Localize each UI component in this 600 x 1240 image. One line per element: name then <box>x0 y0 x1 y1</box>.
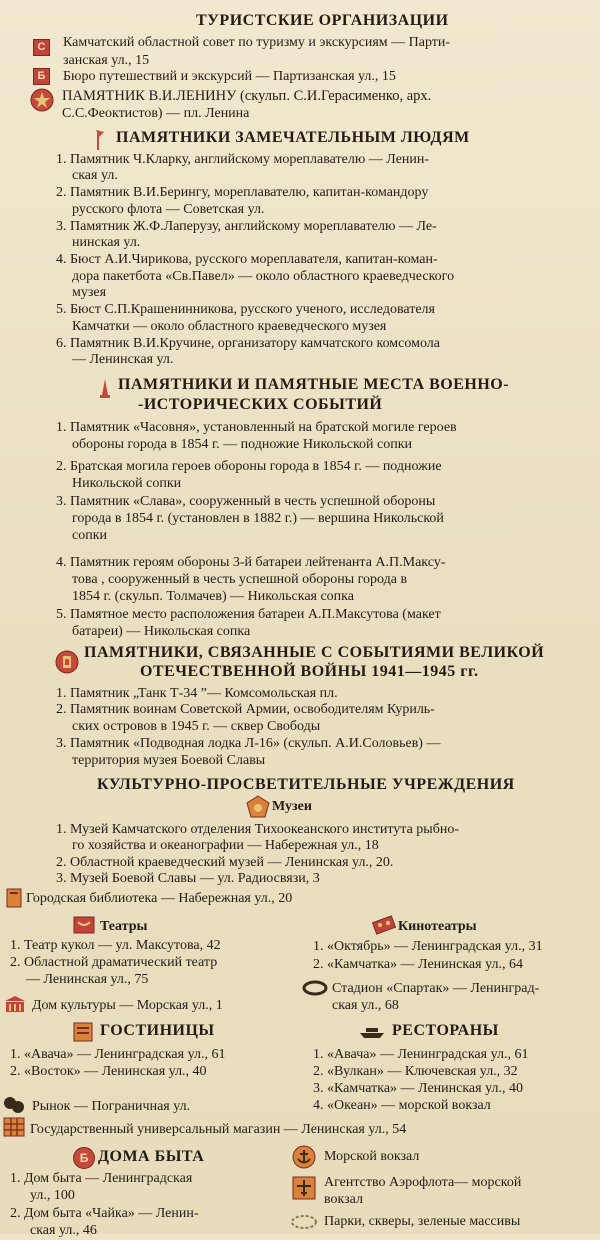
market: Рынок — Пограничная ул. <box>32 1099 191 1114</box>
ww2-line: 1. Памятник „Танк Т-34 ”— Комсомольская пл. <box>56 686 338 701</box>
flag-monument-icon <box>90 128 108 152</box>
military-line: 2. Братская могила героев обороны города в 1854 г. — подножие <box>56 459 442 474</box>
military-line: 1. Памятник «Часовня», установленный на братской могиле героев <box>56 420 457 435</box>
restaurant-line: 1. «Авача» — Ленинградская ул., 61 <box>313 1047 529 1062</box>
ww2-title: ОТЕЧЕСТВЕННОЙ ВОЙНЫ 1941—1945 гг. <box>140 663 479 680</box>
military-line: обороны города в 1854 г. — подножие Никольской сопки <box>72 437 413 452</box>
culture-house-icon <box>3 995 27 1013</box>
military-line: това , сооруженный в честь успешной обороны города в <box>72 572 408 587</box>
people-line: ская ул. <box>72 168 118 183</box>
aeroflot-icon <box>292 1176 316 1200</box>
services-line: ул., 100 <box>30 1188 75 1203</box>
ww2-line: 3. Памятник «Подводная лодка Л-16» (скульп. А.И.Соловьев) — <box>56 736 441 751</box>
obelisk-icon <box>98 378 112 398</box>
restaurant-line: 2. «Вулкан» — Ключевская ул., 32 <box>313 1064 518 1079</box>
military-line: 4. Памятник героям обороны 3-й батареи лейтенанта А.П.Максу- <box>56 555 446 570</box>
library-book-icon <box>4 887 24 909</box>
military-title: ПАМЯТНИКИ И ПАМЯТНЫЕ МЕСТА ВОЕННО- <box>118 376 510 393</box>
people-line: 3. Памятник Ж.Ф.Лаперузу, английскому мореплавателю — Ле- <box>56 219 437 234</box>
theatre-line: 2. Областной драматический театр <box>10 955 218 970</box>
sea-port: Морской вокзал <box>324 1149 420 1164</box>
services-line: ская ул., 46 <box>30 1223 97 1238</box>
parks: Парки, скверы, зеленые массивы <box>324 1214 521 1229</box>
ww2-title: ПАМЯТНИКИ, СВЯЗАННЫЕ С СОБЫТИЯМИ ВЕЛИКОЙ <box>84 644 545 661</box>
museum-line: 2. Областной краеведческий музей — Ленинская ул., 20. <box>56 855 394 870</box>
military-line: сопки <box>72 528 107 543</box>
war-memorial-icon <box>55 650 79 674</box>
aeroflot: Агентство Аэрофлота— морской <box>324 1175 522 1190</box>
museum-icon <box>246 795 270 819</box>
museum-line: 3. Музей Боевой Славы — ул. Радиосвязи, 3 <box>56 871 320 886</box>
cinema-line: 1. «Октябрь» — Ленинградская ул., 31 <box>313 939 543 954</box>
people-line: 5. Бюст С.П.Крашенинникова, русского ученого, исследователя <box>56 302 435 317</box>
people-line: — Ленинская ул. <box>72 352 174 367</box>
theatres-title: Театры <box>100 919 148 934</box>
people-title: ПАМЯТНИКИ ЗАМЕЧАТЕЛЬНЫМ ЛЮДЯМ <box>116 129 470 146</box>
services-title: ДОМА БЫТА <box>98 1148 205 1165</box>
ww2-line: ских островов в 1945 г. — сквер Свободы <box>72 719 321 734</box>
museum-line: 1. Музей Камчатского отделения Тихоокеанского института рыбно- <box>56 822 459 837</box>
theatre-line: 1. Театр кукол — ул. Максутова, 42 <box>10 938 221 953</box>
museum-line: го хозяйства и океанографии — Набережная ул., 18 <box>72 838 379 853</box>
park-tree-icon <box>290 1213 318 1231</box>
hotel-icon <box>72 1021 94 1043</box>
hotel-line: 2. «Восток» — Ленинская ул., 40 <box>10 1064 207 1079</box>
stadium-icon <box>302 980 328 996</box>
ww2-line: 2. Памятник воинам Советской Армии, освободителям Куриль- <box>56 702 435 717</box>
aeroflot: вокзал <box>324 1192 363 1207</box>
people-line: 6. Памятник В.И.Кручине, организатору камчатского комсомола <box>56 336 440 351</box>
museums-title: Музеи <box>272 799 312 814</box>
cinema-line: 2. «Камчатка» — Ленинская ул., 64 <box>313 957 523 972</box>
stadium: Стадион «Спартак» — Ленинград- <box>332 981 540 996</box>
services-line: 2. Дом быта «Чайка» — Ленин- <box>10 1206 199 1221</box>
people-line: нинская ул. <box>72 235 141 250</box>
people-line: русского флота — Советская ул. <box>72 202 265 217</box>
cinema-film-icon <box>372 914 396 936</box>
culture-house: Дом культуры — Морская ул., 1 <box>32 998 223 1013</box>
restaurant-line: 3. «Камчатка» — Ленинская ул., 40 <box>313 1081 523 1096</box>
anchor-port-icon <box>292 1145 316 1169</box>
services-line: 1. Дом быта — Ленинградская <box>10 1171 193 1186</box>
military-line: 5. Памятное место расположения батареи А.П.Максутова (макет <box>56 607 441 622</box>
services-badge-letter: Б <box>79 1151 89 1165</box>
theatre-icon <box>72 914 96 936</box>
tourist-title: ТУРИСТСКИЕ ОРГАНИЗАЦИИ <box>196 12 449 29</box>
hotels-title: ГОСТИНИЦЫ <box>100 1022 215 1039</box>
people-line: 2. Памятник В.И.Берингу, мореплавателю, капитан-командору <box>56 185 429 200</box>
stadium: ская ул., 68 <box>332 998 399 1013</box>
library: Городская библиотека — Набережная ул., 20 <box>26 891 293 906</box>
military-title: -ИСТОРИЧЕСКИХ СОБЫТИЙ <box>138 396 383 413</box>
military-line: города в 1854 г. (установлен в 1882 г.) — вершина Никольской <box>72 511 444 526</box>
services-badge-icon <box>73 1147 95 1169</box>
military-line: 1854 г. (скульп. Толмачев) — Никольская сопка <box>72 589 354 604</box>
restaurants-title: РЕСТОРАНЫ <box>392 1022 499 1039</box>
people-line: 1. Памятник Ч.Кларку, английскому мореплавателю — Ленин- <box>56 152 430 167</box>
cinemas-title: Кинотеатры <box>398 919 477 934</box>
tourist-line: занская ул., 15 <box>63 53 150 68</box>
people-line: 4. Бюст А.И.Чирикова, русского мореплавателя, капитан-коман- <box>56 252 438 267</box>
hotel-line: 1. «Авача» — Ленинградская ул., 61 <box>10 1047 226 1062</box>
tourist-line: Бюро путешествий и экскурсий — Партизанская ул., 15 <box>63 69 396 84</box>
tourist-council-badge: С <box>33 39 50 56</box>
lenin-monument: ПАМЯТНИК В.И.ЛЕНИНУ (скульп. С.И.Герасименко, арх. <box>62 88 432 104</box>
military-line: Никольской сопки <box>72 476 182 491</box>
military-line: батареи) — Никольская сопка <box>72 624 251 639</box>
department-store: Государственный универсальный магазин — Ленинская ул., 54 <box>30 1122 407 1137</box>
department-store-icon <box>2 1116 26 1138</box>
restaurant-line: 4. «Океан» — морской вокзал <box>313 1098 491 1113</box>
ww2-line: территория музея Боевой Славы <box>72 753 266 768</box>
restaurant-icon <box>358 1024 386 1040</box>
people-line: Камчатки — около областного краеведческого музея <box>72 319 387 334</box>
culture-title: КУЛЬТУРНО-ПРОСВЕТИТЕЛЬНЫЕ УЧРЕЖДЕНИЯ <box>97 776 515 793</box>
lenin-monument: С.С.Феоктистов) — пл. Ленина <box>62 106 250 121</box>
theatre-line: — Ленинская ул., 75 <box>26 972 149 987</box>
market-icon <box>2 1094 26 1116</box>
star-monument-icon <box>30 88 54 112</box>
tourist-line: Камчатский областной совет по туризму и экскурсиям — Парти- <box>63 35 451 50</box>
travel-bureau-badge: Б <box>33 68 50 85</box>
military-line: 3. Памятник «Слава», сооруженный в честь успешной обороны <box>56 494 436 509</box>
people-line: дора пакетбота «Св.Павел» — около областного краеведческого <box>72 269 455 284</box>
people-line: музея <box>72 285 107 300</box>
